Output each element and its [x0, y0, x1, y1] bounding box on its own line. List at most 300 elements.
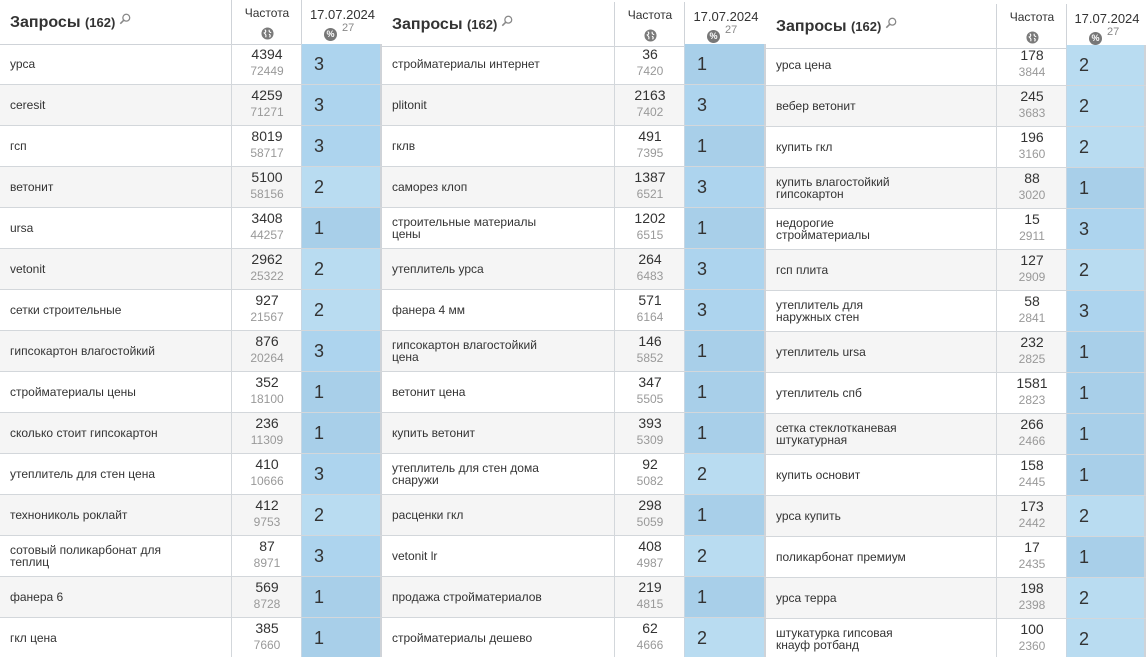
frequency-cell — [231, 167, 302, 207]
globe-icon — [261, 27, 274, 40]
position-cell: 3 — [301, 536, 382, 576]
exact-frequency: 178 — [1020, 47, 1044, 63]
search-icon[interactable] — [119, 12, 131, 30]
exact-frequency: 127 — [1020, 252, 1044, 268]
date-label: 17.07.2024 — [309, 7, 376, 22]
broad-frequency: 9753 — [253, 515, 281, 529]
frequency-cell — [614, 618, 685, 657]
frequency-cell — [231, 126, 302, 166]
query-text[interactable]: гкл цена — [10, 631, 57, 645]
position-cell: 2 — [684, 536, 766, 576]
position-cell: 2 — [1066, 86, 1146, 126]
exact-frequency: 245 — [1020, 88, 1044, 104]
broad-frequency: 7420 — [636, 64, 664, 78]
position-cell: 1 — [684, 372, 766, 412]
frequency-cell — [614, 536, 685, 576]
broad-frequency: 2466 — [1018, 434, 1046, 448]
position-cell: 3 — [684, 249, 766, 289]
frequency-cell — [231, 577, 302, 617]
query-text[interactable]: ceresit — [10, 98, 46, 112]
query-text[interactable]: урса цена — [776, 58, 832, 72]
broad-frequency: 4666 — [636, 638, 664, 652]
exact-frequency: 88 — [1024, 170, 1040, 186]
broad-frequency: 7395 — [636, 146, 664, 160]
table-row[interactable] — [766, 86, 1146, 127]
frequency-cell — [231, 249, 302, 289]
frequency-cell — [231, 44, 302, 84]
table-row[interactable] — [766, 45, 1146, 86]
exact-frequency: 36 — [642, 46, 658, 62]
query-text[interactable]: стройматериалы дешево — [392, 631, 533, 645]
frequency-cell — [996, 291, 1067, 331]
exact-frequency: 146 — [638, 333, 662, 349]
frequency-cell — [614, 167, 685, 207]
query-text[interactable]: недорогие стройматериалы — [776, 216, 870, 242]
query-text[interactable]: стройматериалы интернет — [392, 57, 540, 71]
frequency-cell — [996, 168, 1067, 208]
queries-count: (162) — [84, 15, 116, 30]
exact-frequency: 236 — [255, 415, 279, 431]
frequency-label: Частота — [244, 6, 290, 20]
exact-frequency: 410 — [255, 456, 279, 472]
exact-frequency: 158 — [1020, 457, 1044, 473]
query-text[interactable]: утеплитель для наружных стен — [776, 298, 863, 324]
exact-frequency: 408 — [638, 538, 662, 554]
query-text[interactable]: гипсокартон влагостойкий цена — [392, 338, 537, 364]
frequency-cell — [231, 618, 302, 657]
query-text[interactable]: утеплитель спб — [776, 386, 862, 400]
query-text[interactable]: купить гкл — [776, 140, 833, 154]
broad-frequency: 11309 — [250, 433, 284, 447]
query-text[interactable]: расценки гкл — [392, 508, 464, 522]
table-row[interactable] — [0, 536, 382, 577]
position-cell: 3 — [301, 454, 382, 494]
globe-icon — [1026, 31, 1039, 44]
frequency-cell — [996, 250, 1067, 290]
position-cell: 1 — [1066, 414, 1146, 454]
query-text[interactable]: сотовый поликарбонат для теплиц — [10, 543, 162, 569]
table-row[interactable] — [382, 208, 766, 249]
query-text[interactable]: утеплитель урса — [392, 262, 484, 276]
exact-frequency: 393 — [638, 415, 662, 431]
date-column-header[interactable] — [301, 0, 382, 44]
broad-frequency: 5852 — [636, 351, 664, 365]
table-row[interactable] — [0, 126, 382, 167]
frequency-cell — [614, 372, 685, 412]
percent-icon: % — [324, 28, 337, 41]
exact-frequency: 347 — [638, 374, 662, 390]
query-text[interactable]: поликарбонат премиум — [776, 550, 906, 564]
frequency-cell — [231, 208, 302, 248]
frequency-cell — [614, 331, 685, 371]
query-text[interactable]: вебер ветонит — [776, 99, 856, 113]
exact-frequency: 876 — [255, 333, 279, 349]
query-text[interactable]: утеплитель ursa — [776, 345, 866, 359]
table-row[interactable] — [766, 578, 1146, 619]
query-text[interactable]: стройматериалы цены — [10, 385, 136, 399]
broad-frequency: 72449 — [250, 64, 284, 78]
queries-title — [10, 12, 131, 32]
exact-frequency: 17 — [1024, 539, 1040, 555]
frequency-cell — [996, 332, 1067, 372]
position-cell: 2 — [684, 454, 766, 494]
exact-frequency: 100 — [1020, 621, 1044, 637]
position-cell: 3 — [301, 126, 382, 166]
exact-frequency: 1202 — [634, 210, 666, 226]
position-cell: 3 — [684, 290, 766, 330]
queries-title-label: Запросы — [776, 18, 847, 35]
frequency-cell — [614, 290, 685, 330]
table-row[interactable] — [382, 249, 766, 290]
broad-frequency: 4815 — [636, 597, 664, 611]
position-cell: 2 — [1066, 127, 1146, 167]
broad-frequency: 8971 — [253, 556, 281, 570]
search-icon[interactable] — [885, 16, 897, 34]
date-count: 27 — [342, 22, 355, 34]
position-cell: 2 — [1066, 619, 1146, 657]
exact-frequency: 58 — [1024, 293, 1040, 309]
broad-frequency: 10666 — [250, 474, 284, 488]
exact-frequency: 62 — [642, 620, 658, 636]
frequency-cell — [996, 455, 1067, 495]
broad-frequency: 5309 — [636, 433, 664, 447]
frequency-cell — [996, 619, 1067, 657]
frequency-cell — [231, 454, 302, 494]
keyword-panel-2 — [382, 0, 766, 657]
date-column-header[interactable] — [684, 2, 766, 46]
table-row[interactable] — [382, 577, 766, 618]
query-text[interactable]: plitonit — [392, 98, 427, 112]
keyword-panel-3 — [766, 0, 1146, 657]
broad-frequency: 7660 — [253, 638, 281, 652]
table-row[interactable] — [0, 495, 382, 536]
frequency-cell — [231, 495, 302, 535]
position-cell: 1 — [1066, 455, 1146, 495]
table-row[interactable] — [382, 167, 766, 208]
frequency-cell — [614, 126, 685, 166]
position-cell: 1 — [1066, 168, 1146, 208]
table-row[interactable] — [766, 496, 1146, 537]
broad-frequency: 5082 — [636, 474, 664, 488]
position-cell: 1 — [684, 208, 766, 248]
position-cell: 3 — [301, 85, 382, 125]
exact-frequency: 196 — [1020, 129, 1044, 145]
frequency-cell — [231, 372, 302, 412]
exact-frequency: 385 — [255, 620, 279, 636]
query-text[interactable]: гипсокартон влагостойкий — [10, 344, 155, 358]
query-text[interactable]: урса терра — [776, 591, 837, 605]
query-text[interactable]: гсп плита — [776, 263, 829, 277]
exact-frequency: 264 — [638, 251, 662, 267]
exact-frequency: 15 — [1024, 211, 1040, 227]
broad-frequency: 2911 — [1019, 229, 1045, 243]
frequency-cell — [231, 331, 302, 371]
frequency-label: Частота — [627, 8, 673, 22]
broad-frequency: 5505 — [636, 392, 664, 406]
table-row[interactable] — [382, 85, 766, 126]
date-column-header[interactable] — [1066, 4, 1146, 48]
frequency-column-header[interactable] — [996, 4, 1067, 48]
table-row[interactable] — [766, 250, 1146, 291]
broad-frequency: 3683 — [1018, 106, 1046, 120]
position-cell: 2 — [301, 290, 382, 330]
exact-frequency: 352 — [255, 374, 279, 390]
broad-frequency: 20264 — [250, 351, 284, 365]
position-cell: 1 — [301, 208, 382, 248]
broad-frequency: 5059 — [636, 515, 664, 529]
exact-frequency: 5100 — [251, 169, 283, 185]
broad-frequency: 8728 — [253, 597, 281, 611]
position-cell: 2 — [684, 618, 766, 657]
broad-frequency: 25322 — [250, 269, 284, 283]
table-row[interactable] — [0, 208, 382, 249]
date-count: 27 — [1107, 26, 1120, 38]
query-text[interactable]: ветонит — [10, 180, 54, 194]
position-cell: 3 — [684, 85, 766, 125]
exact-frequency: 4394 — [251, 46, 283, 62]
queries-title-label: Запросы — [10, 14, 81, 31]
position-cell: 1 — [1066, 537, 1146, 577]
exact-frequency: 219 — [638, 579, 662, 595]
frequency-cell — [614, 208, 685, 248]
position-cell: 1 — [301, 618, 382, 657]
percent-icon: % — [1089, 32, 1102, 45]
position-cell: 1 — [684, 413, 766, 453]
position-cell: 3 — [301, 331, 382, 371]
position-cell: 1 — [684, 577, 766, 617]
broad-frequency: 6521 — [636, 187, 664, 201]
broad-frequency: 2823 — [1018, 393, 1046, 407]
exact-frequency: 298 — [638, 497, 662, 513]
exact-frequency: 92 — [642, 456, 658, 472]
position-cell: 1 — [684, 44, 766, 84]
position-cell: 1 — [684, 495, 766, 535]
broad-frequency: 21567 — [250, 310, 284, 324]
table-row[interactable] — [766, 537, 1146, 578]
keyword-panel-1 — [0, 0, 382, 657]
table-row[interactable] — [0, 331, 382, 372]
table-row[interactable] — [0, 577, 382, 618]
position-cell: 1 — [1066, 373, 1146, 413]
frequency-cell — [996, 537, 1067, 577]
table-row[interactable] — [382, 290, 766, 331]
query-text[interactable]: vetonit — [10, 262, 46, 276]
position-cell: 1 — [1066, 332, 1146, 372]
exact-frequency: 173 — [1020, 498, 1044, 514]
table-row[interactable] — [766, 209, 1146, 250]
broad-frequency: 4987 — [636, 556, 664, 570]
query-text[interactable]: фанера 4 мм — [392, 303, 466, 317]
exact-frequency: 2163 — [634, 87, 666, 103]
table-row[interactable] — [0, 85, 382, 126]
table-row[interactable] — [766, 455, 1146, 496]
query-text[interactable]: vetonit lr — [392, 549, 438, 563]
table-row[interactable] — [766, 291, 1146, 332]
queries-title — [776, 16, 897, 36]
query-text[interactable]: купить влагостойкий гипсокартон — [776, 175, 890, 201]
position-cell: 3 — [301, 44, 382, 84]
broad-frequency: 2841 — [1018, 311, 1046, 325]
broad-frequency: 2360 — [1018, 639, 1046, 653]
position-cell: 3 — [1066, 291, 1146, 331]
query-text[interactable]: купить основит — [776, 468, 861, 482]
query-text[interactable]: урса — [10, 57, 36, 71]
exact-frequency: 87 — [259, 538, 275, 554]
position-cell: 1 — [301, 577, 382, 617]
query-text[interactable]: купить ветонит — [392, 426, 476, 440]
exact-frequency: 569 — [255, 579, 279, 595]
frequency-cell — [231, 85, 302, 125]
queries-count: (162) — [850, 19, 882, 34]
panel-header — [766, 4, 1146, 49]
frequency-cell — [996, 496, 1067, 536]
table-row[interactable] — [0, 249, 382, 290]
exact-frequency: 1581 — [1016, 375, 1048, 391]
date-label: 17.07.2024 — [693, 9, 759, 24]
position-cell: 1 — [684, 331, 766, 371]
table-row[interactable] — [382, 126, 766, 167]
position-cell: 1 — [301, 413, 382, 453]
exact-frequency: 2962 — [251, 251, 283, 267]
frequency-cell — [231, 536, 302, 576]
percent-icon: % — [707, 30, 720, 43]
query-text[interactable]: сетка стеклотканевая штукатурная — [776, 421, 897, 447]
position-cell: 1 — [301, 372, 382, 412]
broad-frequency: 3160 — [1018, 147, 1046, 161]
exact-frequency: 491 — [638, 128, 662, 144]
frequency-cell — [614, 454, 685, 494]
broad-frequency: 6483 — [636, 269, 664, 283]
table-row[interactable] — [0, 454, 382, 495]
broad-frequency: 2825 — [1018, 352, 1046, 366]
frequency-cell — [996, 127, 1067, 167]
table-row[interactable] — [766, 168, 1146, 209]
exact-frequency: 412 — [255, 497, 279, 513]
table-row[interactable] — [382, 413, 766, 454]
panel-header — [382, 2, 766, 47]
broad-frequency: 2909 — [1018, 270, 1046, 284]
broad-frequency: 58156 — [250, 187, 284, 201]
query-text[interactable]: строительные материалы цены — [392, 215, 537, 241]
broad-frequency: 2442 — [1018, 516, 1046, 530]
broad-frequency: 2445 — [1018, 475, 1046, 489]
broad-frequency: 3844 — [1018, 65, 1046, 79]
broad-frequency: 6164 — [636, 310, 664, 324]
frequency-cell — [996, 373, 1067, 413]
globe-icon — [644, 29, 657, 42]
broad-frequency: 6515 — [636, 228, 664, 242]
table-row[interactable] — [382, 44, 766, 85]
table-row[interactable] — [382, 454, 766, 495]
table-row[interactable] — [0, 618, 382, 657]
table-row[interactable] — [0, 372, 382, 413]
table-row[interactable] — [0, 413, 382, 454]
broad-frequency: 44257 — [250, 228, 284, 242]
table-row[interactable] — [382, 495, 766, 536]
position-cell: 2 — [1066, 250, 1146, 290]
table-row[interactable] — [766, 127, 1146, 168]
exact-frequency: 8019 — [251, 128, 283, 144]
table-row[interactable] — [382, 372, 766, 413]
exact-frequency: 266 — [1020, 416, 1044, 432]
exact-frequency: 232 — [1020, 334, 1044, 350]
query-text[interactable]: технониколь роклайт — [10, 508, 128, 522]
position-cell: 2 — [1066, 578, 1146, 618]
query-text[interactable]: ветонит цена — [392, 385, 466, 399]
table-row[interactable] — [382, 618, 766, 657]
query-text[interactable]: урса купить — [776, 509, 841, 523]
broad-frequency: 71271 — [250, 105, 284, 119]
table-row[interactable] — [382, 536, 766, 577]
position-cell: 1 — [684, 126, 766, 166]
frequency-column-header[interactable] — [231, 0, 302, 44]
queries-count: (162) — [466, 17, 498, 32]
exact-frequency: 927 — [255, 292, 279, 308]
query-text[interactable]: фанера 6 — [10, 590, 64, 604]
table-row[interactable] — [766, 332, 1146, 373]
table-row[interactable] — [0, 44, 382, 85]
query-text[interactable]: саморез клоп — [392, 180, 468, 194]
position-cell: 3 — [1066, 209, 1146, 249]
broad-frequency: 3020 — [1018, 188, 1046, 202]
query-text[interactable]: продажа стройматериалов — [392, 590, 542, 604]
query-text[interactable]: сколько стоит гипсокартон — [10, 426, 158, 440]
broad-frequency: 2435 — [1018, 557, 1046, 571]
query-text[interactable]: ursa — [10, 221, 34, 235]
query-text[interactable]: штукатурка гипсовая кнауф ротбанд — [776, 626, 893, 652]
frequency-cell — [231, 290, 302, 330]
exact-frequency: 198 — [1020, 580, 1044, 596]
frequency-cell — [614, 249, 685, 289]
table-row[interactable] — [766, 414, 1146, 455]
query-text[interactable]: сетки строительные — [10, 303, 122, 317]
broad-frequency: 58717 — [250, 146, 284, 160]
position-cell: 2 — [301, 249, 382, 289]
position-cell: 2 — [1066, 45, 1146, 85]
frequency-column-header[interactable] — [614, 2, 685, 46]
search-icon[interactable] — [501, 14, 513, 32]
position-cell: 3 — [684, 167, 766, 207]
query-text[interactable]: гсп — [10, 139, 27, 153]
frequency-cell — [614, 85, 685, 125]
panel-header — [0, 0, 382, 45]
position-cell: 2 — [301, 495, 382, 535]
broad-frequency: 18100 — [250, 392, 284, 406]
frequency-cell — [996, 45, 1067, 85]
frequency-cell — [996, 414, 1067, 454]
date-count: 27 — [725, 24, 738, 36]
queries-title — [392, 14, 513, 34]
frequency-cell — [614, 495, 685, 535]
query-text[interactable]: утеплитель для стен дома снаружи — [392, 461, 539, 487]
table-row[interactable] — [0, 167, 382, 208]
queries-title-label: Запросы — [392, 16, 463, 33]
query-text[interactable]: гклв — [392, 139, 416, 153]
date-label: 17.07.2024 — [1074, 11, 1140, 26]
frequency-cell — [996, 86, 1067, 126]
frequency-label: Частота — [1009, 10, 1055, 24]
frequency-cell — [614, 44, 685, 84]
table-row[interactable] — [766, 619, 1146, 657]
position-cell: 2 — [1066, 496, 1146, 536]
table-row[interactable] — [382, 331, 766, 372]
exact-frequency: 571 — [638, 292, 662, 308]
query-text[interactable]: утеплитель для стен цена — [10, 467, 156, 481]
table-row[interactable] — [0, 290, 382, 331]
position-cell: 2 — [301, 167, 382, 207]
frequency-cell — [614, 413, 685, 453]
table-row[interactable] — [766, 373, 1146, 414]
